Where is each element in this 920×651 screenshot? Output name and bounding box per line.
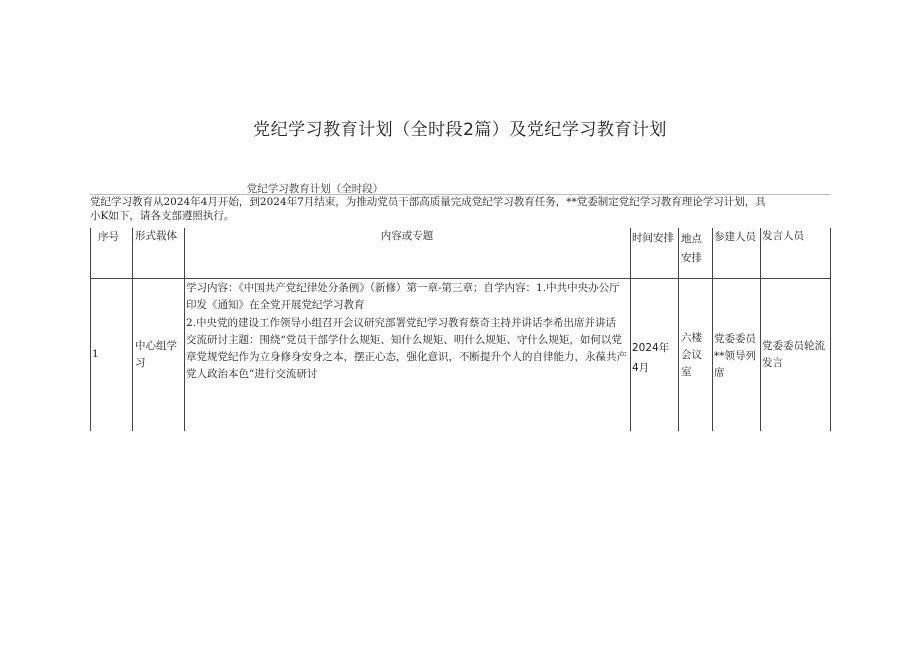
header-row-divider — [90, 278, 831, 279]
header-seq: 序号 — [98, 231, 119, 243]
content-line: 交流研讨主题：围绕“党员干部学什么规矩、知什么规矩、明什么规矩、守什么规矩，如何以党章党规党纪作为立身修身安身之本，摆正心态，强化意识，不断提升个人的自律能力，永葆共产党人政治本色”进行交流研讨 — [186, 333, 627, 381]
header-form: 形式载体 — [135, 230, 177, 242]
column-divider — [760, 228, 761, 431]
row-place: 六楼会议室 — [681, 332, 702, 378]
header-content: 内容或专题 — [380, 230, 434, 242]
document-subtitle: 党纪学习教育计划（全时段） — [246, 183, 384, 195]
row-participants: 党委委员**领导列席 — [714, 333, 756, 379]
row-form: 中心组学习 — [135, 340, 177, 369]
header-participants: 参建人员 — [714, 231, 756, 243]
table-border-left — [90, 228, 91, 431]
row-time: 2024年4月 — [632, 342, 670, 374]
document-title: 党纪学习教育计划（全时段2篇）及党纪学习教育计划 — [253, 120, 667, 140]
intro-paragraph: 党纪学习教育从2024年4月开始，到2024年7月结束，为推动党员干部高质量完成党纪学习教育任务，**党委制定党纪学习教育理论学习计划，具小K如下，请各支部遵照执行。 — [90, 196, 766, 222]
header-time: 时间安排 — [632, 232, 674, 244]
column-divider — [132, 228, 133, 431]
content-line: 学习内容：《中国共产党纪律处分条例》（新修）第一章-第三章；自学内容：1.中共中央办公厅印发《通知》在全党开展党纪学习教育 — [186, 282, 620, 312]
row-content — [186, 280, 628, 384]
column-divider — [184, 228, 185, 431]
row-speaker: 党委委员轮流发言 — [762, 340, 825, 369]
column-divider — [630, 228, 631, 431]
plan-table — [90, 228, 831, 431]
column-divider — [678, 228, 679, 431]
content-line: 2.中央党的建设工作领导小组召开会议研究部署党纪学习教育蔡奇主持并讲话李希出席并讲话 — [186, 316, 617, 329]
header-place: 地点安排 — [681, 233, 702, 264]
table-border-right — [830, 228, 831, 431]
header-speaker: 发言人员 — [762, 230, 804, 242]
row-seq: 1 — [92, 348, 99, 360]
column-divider — [712, 228, 713, 431]
